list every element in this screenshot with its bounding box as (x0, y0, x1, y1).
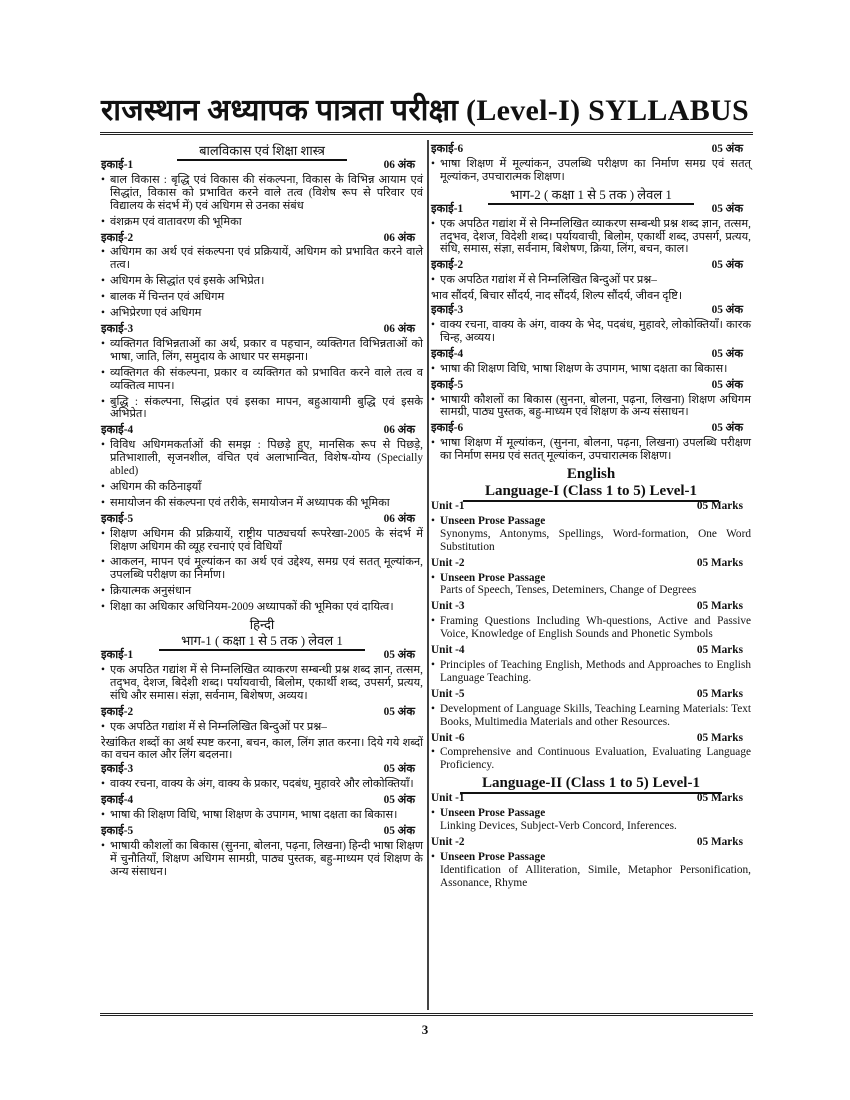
unit-header (101, 424, 423, 437)
left-column (101, 142, 423, 882)
item-text: भाषायी कौशलों का बिकास (सुनना, बोलना, पढ़ना, लिखना) शिक्षण अधिगम सामग्री, पाठ्य पुस्तक, बहु-माध्यम एवं शिक्षण के अन्य संसाधन। (440, 393, 751, 419)
syllabus-bullet-item (101, 778, 423, 791)
unit-block (431, 348, 751, 376)
syllabus-bullet-item (101, 664, 423, 703)
item-text: व्यक्तिगत की संकल्पना, प्रकार व व्यक्तिगत को प्रभावित करने वाले तत्व व व्यक्तित्व मापन। (110, 366, 423, 392)
item-text: भाषा की शिक्षण विधि, भाषा शिक्षण के उपागम, भाषा दक्षता का बिकास। (110, 809, 398, 822)
unit-label: इकाई-2 (101, 705, 134, 718)
syllabus-bullet-item (101, 497, 423, 510)
syllabus-bullet-item (101, 528, 423, 554)
unit-header (431, 143, 751, 156)
item-text: Identification of Alliteration, Simile, Metaphor Personification, Assonance, Rhyme (440, 863, 751, 889)
section-heading-text: हिन्दी (249, 617, 275, 633)
unit-marks: 06 अंक (383, 424, 415, 437)
unit-label: इकाई-5 (101, 512, 134, 525)
section-heading (431, 187, 751, 202)
syllabus-bullet-item (431, 572, 751, 598)
syllabus-bullet-item (101, 481, 423, 494)
page-title: राजस्थान अध्यापक पात्रता परीक्षा (Level-I) SYLLABUS (101, 94, 749, 127)
unit-label: इकाई-1 (101, 159, 134, 171)
unit-block (101, 232, 423, 320)
item-text: अधिगम की कठिनाइयाँ (110, 480, 202, 493)
unit-marks: 05 अंक (711, 347, 743, 360)
unit-label: इकाई-3 (101, 322, 134, 335)
item-text: Framing Questions Including Wh-questions, Active and Passive Voice, Knowledge of English Sounds and Phonetic Symbols (440, 615, 751, 641)
unit-header (431, 732, 751, 745)
item-text: भाषा शिक्षण में मूल्यांकन, उपलब्धि परीक्षण का निर्माण समग्र एवं सतत् मूल्यांकन, उपचारात्मक शिक्षण। (440, 157, 751, 183)
unit-label: इकाई-1 (101, 649, 134, 662)
section-heading (431, 466, 751, 482)
item-text: एक अपठित गद्यांश में से निम्नलिखित बिन्दुओं पर प्रश्न– (440, 274, 657, 287)
unit-block (101, 649, 423, 703)
unit-header (431, 644, 751, 657)
unit-block (431, 304, 751, 345)
syllabus-bullet-item (431, 363, 751, 376)
unit-header (101, 825, 423, 838)
section-heading (431, 483, 751, 499)
unit-block (431, 500, 751, 554)
unit-label: इकाई-3 (431, 304, 464, 317)
section-heading (431, 775, 751, 791)
unit-label: Unit -1 (431, 792, 465, 805)
unit-header (431, 379, 751, 392)
unit-header (431, 259, 751, 272)
unit-label: Unit -3 (431, 600, 465, 613)
item-text: Synonyms, Antonyms, Spellings, Word-formation, One Word Substitution (440, 527, 751, 553)
unit-block (431, 143, 751, 184)
syllabus-bullet-item (431, 807, 751, 833)
item-text: एक अपठित गद्यांश में से निम्नलिखित व्याकरण सम्बन्धी प्रश्न शब्द ज्ञान, तत्सम, तद्‌भव, देशज, बिदेशी शब्द। पर्यायवाची, बिलोम, एकार्थी शब्द, उपसर्ग, प्रत्यय, संधि और समास। संज्ञा, सर्वनाम, बिशेषण, अव्यय। (110, 664, 423, 702)
unit-label: इकाई-4 (101, 794, 134, 807)
section-heading-text: English (566, 466, 616, 483)
item-text: भाषा की शिक्षण विधि, भाषा शिक्षण के उपागम, भाषा दक्षता का बिकास। (440, 362, 728, 375)
syllabus-bullet-item (431, 851, 751, 890)
unit-marks: 05 Marks (696, 556, 743, 569)
syllabus-bullet-item (101, 291, 423, 304)
unit-marks: 05 Marks (696, 500, 743, 513)
item-lead-title: • Unseen Prose Passage (440, 850, 546, 863)
unit-label: इकाई-6 (431, 422, 464, 435)
item-text: बाल विकास : बृद्धि एवं विकास की संकल्पना, विकास के विभिन्न आयाम एवं सिद्धांत, विकास को प्रभावित करने वाले तत्व (विशेष रूप से परिवार एवं विद्यालय के संदर्भ में) एवं अधिगम से उनका संबंध (110, 173, 423, 212)
syllabus-bullet-item (101, 367, 423, 393)
section-heading (101, 633, 423, 648)
page-number: 3 (421, 1022, 429, 1037)
section-heading (101, 617, 423, 632)
unit-label: इकाई-2 (431, 259, 464, 272)
unit-label: इकाई-3 (101, 763, 134, 776)
syllabus-bullet-item (431, 746, 751, 772)
item-text: एक अपठित गद्यांश में से निम्नलिखित बिन्दुओं पर प्रश्न– (110, 720, 327, 733)
unit-label: इकाई-4 (431, 347, 464, 360)
unit-marks: 05 Marks (696, 792, 743, 805)
item-text: भाषा शिक्षण में मूल्यांकन, (सुनना, बोलना, पढ़ना, लिखना) उपलब्धि परीक्षण का निर्माण समग्र एवं सतत् मूल्यांकन, उपचारात्मक शिक्षण। (440, 437, 751, 463)
section-heading-text: Language-II (Class 1 to 5) Level-1 (460, 775, 722, 794)
unit-block (101, 513, 423, 614)
top-rule (100, 132, 753, 135)
syllabus-bullet-item (101, 174, 423, 213)
unit-header (431, 348, 751, 361)
item-text: वाक्य रचना, वाक्य के अंग, वाक्य के प्रकार, पदबंध, मुहावरे और लोकोक्तियाँ। (110, 778, 414, 791)
syllabus-bullet-item (431, 703, 751, 729)
unit-header (101, 649, 423, 662)
unit-marks: 05 अंक (383, 824, 415, 837)
unit-header (101, 706, 423, 719)
item-lead-title: • Unseen Prose Passage (440, 514, 546, 527)
syllabus-bullet-item (101, 216, 423, 229)
syllabus-bullet-item (101, 338, 423, 364)
unit-header (101, 794, 423, 807)
unit-marks: 05 अंक (711, 202, 743, 215)
unit-header (101, 323, 423, 336)
syllabus-bullet-item (431, 274, 751, 287)
item-text: समायोजन की संकल्पना एवं तरीके, समायोजन में अध्यापक की भूमिका (110, 496, 390, 509)
unit-label: Unit -2 (431, 556, 465, 569)
unit-marks: 06 अंक (383, 159, 415, 171)
unit-block (431, 422, 751, 463)
unit-marks: 05 अंक (383, 705, 415, 718)
item-text: Linking Devices, Subject-Verb Concord, Inferences. (440, 820, 677, 833)
item-text: अधिगम का अर्थ एवं संकल्पना एवं प्रक्रियायें, अधिगम को प्रभावित करने वाले तत्व। (110, 246, 423, 272)
unit-marks: 05 अंक (383, 649, 415, 662)
syllabus-bullet-item (101, 809, 423, 822)
unit-label: Unit -2 (431, 835, 465, 848)
unit-label: इकाई-5 (431, 378, 464, 391)
unit-marks: 05 अंक (711, 259, 743, 272)
section-heading-text: Language-I (Class 1 to 5) Level-1 (463, 483, 719, 502)
bottom-rule (100, 1013, 753, 1016)
item-text: व्यक्तिगत विभिन्नताओं का अर्थ, प्रकार व पहचान, व्यक्तिगत विभिन्नताओं को भाषा, जाति, लिंग, समुदाय के आधार पर समझना। (110, 337, 423, 363)
unit-block (101, 159, 423, 229)
item-text: बालक में चिन्तन एवं अधिगम (110, 291, 225, 304)
syllabus-bullet-item (101, 246, 423, 272)
syllabus-bullet-item (431, 615, 751, 641)
unit-marks: 05 Marks (696, 835, 743, 848)
unit-header (101, 513, 423, 526)
syllabus-bullet-item (101, 307, 423, 320)
unit-marks: 05 Marks (696, 600, 743, 613)
item-lead-title: • Unseen Prose Passage (440, 807, 546, 820)
unit-header (431, 792, 751, 805)
unit-label: Unit -4 (431, 644, 465, 657)
unit-marks: 05 अंक (383, 763, 415, 776)
unit-marks: 05 अंक (711, 304, 743, 317)
unit-marks: 05 Marks (696, 644, 743, 657)
unit-header (101, 763, 423, 776)
unit-marks: 05 अंक (711, 422, 743, 435)
item-text: Development of Language Skills, Teaching Learning Materials: Text Books, Multimedia Materials and other Resources. (440, 702, 751, 728)
unit-block (101, 323, 423, 421)
unit-label: इकाई-6 (431, 143, 464, 155)
unit-header (431, 557, 751, 570)
unit-marks: 06 अंक (383, 322, 415, 335)
unit-marks: 06 अंक (383, 231, 415, 244)
item-text: Principles of Teaching English, Methods and Approaches to English Language Teaching. (440, 659, 751, 684)
unit-block (431, 688, 751, 729)
syllabus-bullet-item (101, 585, 423, 598)
unit-block (431, 732, 751, 773)
syllabus-bullet-item (101, 601, 423, 614)
syllabus-bullet-item (101, 840, 423, 879)
unit-label: इकाई-1 (431, 202, 464, 215)
syllabus-bullet-item (101, 396, 423, 422)
item-lead-title: • Unseen Prose Passage (440, 571, 546, 584)
syllabus-bullet-item (101, 439, 423, 478)
syllabus-bullet-item (431, 659, 751, 685)
syllabus-bullet-item (431, 437, 751, 463)
unit-label: Unit -5 (431, 687, 465, 700)
unit-marks: 05 अंक (711, 378, 743, 391)
unit-label: Unit -6 (431, 731, 465, 744)
unit-marks: 05 Marks (696, 687, 743, 700)
item-text: शिक्षा का अधिकार अधिनियम-2009 अध्यापकों की भूमिका एवं दायित्व। (110, 601, 394, 614)
section-heading (101, 143, 423, 158)
unit-label: इकाई-5 (101, 824, 134, 837)
unit-marks: 05 अंक (383, 794, 415, 807)
unit-block (431, 600, 751, 641)
unit-header (101, 232, 423, 245)
item-continuation: रेखांकित शब्दों का अर्थ स्पष्ट करना, बचन, काल, लिंग ज्ञात करना। दिये गये शब्दों का वचन काल और लिंग बदलना। (101, 736, 423, 762)
syllabus-bullet-item (101, 556, 423, 582)
unit-block (431, 792, 751, 833)
syllabus-bullet-item (101, 275, 423, 288)
item-text: वंशक्रम एवं वातावरण की भूमिका (110, 215, 242, 228)
unit-block (101, 424, 423, 509)
unit-header (431, 304, 751, 317)
unit-block (431, 557, 751, 598)
item-text: बुद्धि : संकल्पना, सिद्धांत एवं इसका मापन, बहुआयामी बुद्धि एवं इसके अभिप्रेत। (110, 395, 423, 421)
item-text: अभिप्रेरणा एवं अधिगम (110, 307, 202, 320)
unit-block (101, 706, 423, 763)
unit-label: इकाई-2 (101, 231, 134, 244)
unit-marks: 06 अंक (383, 512, 415, 525)
syllabus-bullet-item (431, 158, 751, 184)
section-heading-text: बालविकास एवं शिक्षा शास्त्र (177, 143, 347, 161)
unit-marks: 05 Marks (696, 731, 743, 744)
syllabus-bullet-item (431, 319, 751, 345)
unit-block (101, 825, 423, 879)
item-text: अधिगम के सिद्धांत एवं इसके अभिप्रेत। (110, 275, 265, 288)
unit-block (101, 794, 423, 822)
unit-header (431, 836, 751, 849)
unit-block (431, 203, 751, 257)
unit-header (431, 600, 751, 613)
item-continuation: भाव सौंदर्य, बिचार सौंदर्य, नाद सौंदर्य, शिल्प सौंदर्य, जीवन दृष्टि। (431, 290, 683, 303)
unit-header (431, 688, 751, 701)
unit-header (431, 422, 751, 435)
column-divider (427, 140, 429, 1010)
unit-block (101, 763, 423, 791)
unit-block (431, 259, 751, 303)
item-text: आकलन, मापन एवं मूल्यांकन का अर्थ एवं उद्देश्य, समग्र एवं सतत् मूल्यांकन, उपलब्धि परीक्षण का निर्माण। (110, 556, 423, 582)
item-text: Comprehensive and Continuous Evaluation, Evaluating Language Proficiency. (440, 746, 751, 772)
syllabus-bullet-item (431, 515, 751, 554)
unit-block (431, 379, 751, 420)
right-column (431, 142, 751, 893)
unit-label: Unit -1 (431, 500, 465, 513)
syllabus-bullet-item (101, 721, 423, 734)
item-text: विविध अधिगमकर्ताओं की समझ : पिछड़े हुए, मानसिक रूप से पिछड़े, प्रतिभाशाली, सृजनशील, वंचित एवं अलाभान्वित, विशेष-योग्य (Specially abled) (110, 439, 423, 478)
item-text: शिक्षण अधिगम की प्रक्रियायें, राष्ट्रीय पाठ्यचर्या रूपरेखा-2005 के संदर्भ में शिक्षण अधिगम की व्यूह रचनाएं एवं विधियाँ (110, 527, 423, 553)
item-text: भाषायी कौशलों का बिकास (सुनना, बोलना, पढ़ना, लिखना) हिन्दी भाषा शिक्षण में चुनौतियाँ, शिक्षण अधिगम सामग्री, पाठ्य पुस्तक, बहु-माध्यम एवं शिक्षण के अन्य संसाधन। (110, 839, 423, 878)
syllabus-bullet-item (431, 218, 751, 257)
unit-marks: 05 अंक (711, 143, 743, 155)
item-text: Parts of Speech, Tenses, Deteminers, Change of Degrees (440, 584, 697, 597)
unit-block (431, 836, 751, 890)
item-text: क्रियात्मक अनुसंधान (110, 585, 192, 598)
syllabus-bullet-item (431, 394, 751, 420)
unit-block (431, 644, 751, 685)
item-text: एक अपठित गद्यांश में से निम्नलिखित व्याकरण सम्बन्धी प्रश्न शब्द ज्ञान, तत्सम, तद्‌भव, देशज, विदेशी शब्द। पर्यायवाची, बिलोम, एकार्थी शब्द, उपसर्ग, प्रत्यय, संधि, समास, संज्ञा, सर्वनाम, बिशेषण, क्रिया, लिंग, बचन, काल। (440, 217, 751, 256)
unit-label: इकाई-4 (101, 424, 134, 437)
section-heading-text: भाग-2 ( कक्षा 1 से 5 तक ) लेवल 1 (488, 187, 694, 205)
section-heading-text: भाग-1 ( कक्षा 1 से 5 तक ) लेवल 1 (159, 633, 365, 651)
item-text: वाक्य रचना, वाक्य के अंग, वाक्य के भेद, पदबंध, मुहावरे, लोकोक्तियाँ। कारक चिन्ह, अव्यय। (440, 318, 751, 344)
